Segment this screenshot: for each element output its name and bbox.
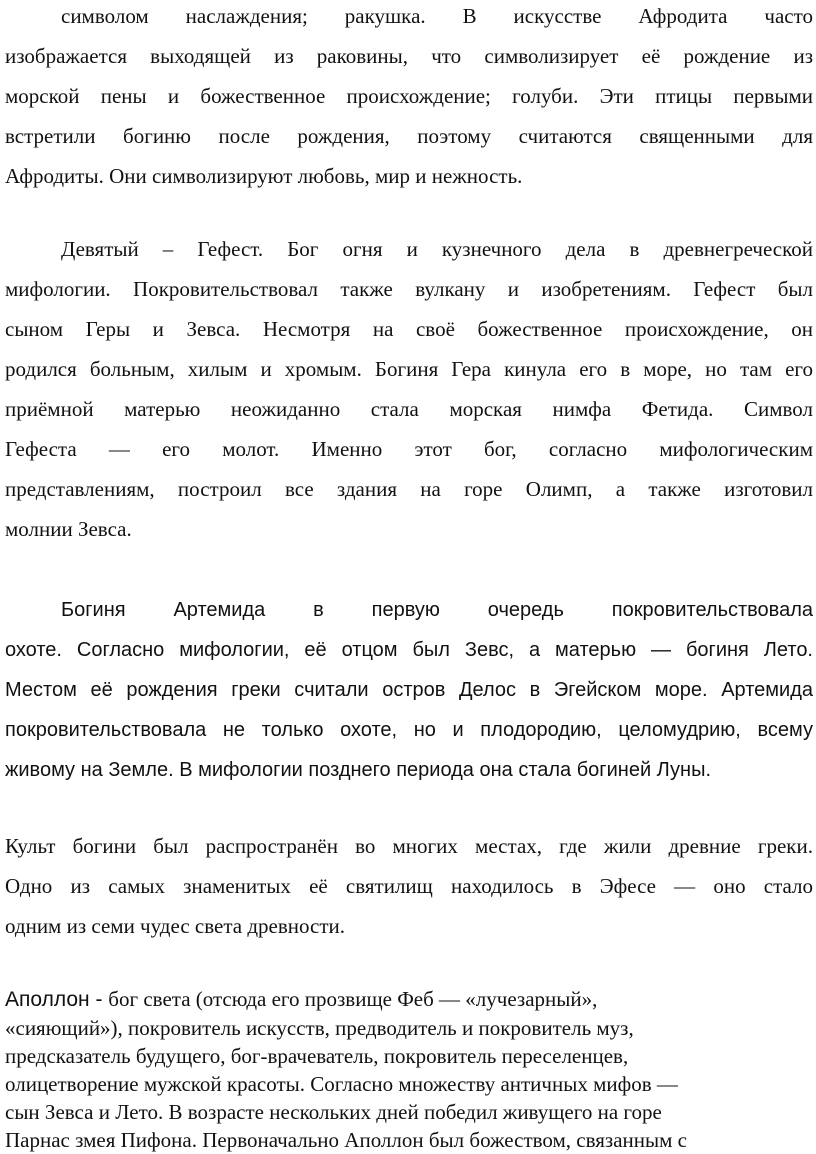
text-line: Культ богини был распространён во многих местах, где жили древние греки. bbox=[5, 834, 813, 858]
text-line-continuation: бог света (отсюда его прозвище Феб — «лучезарный», bbox=[108, 987, 598, 1011]
text-line: встретили богиню после рождения, поэтому считаются священными для bbox=[5, 124, 813, 148]
text-line: морской пены и божественное происхождение; голуби. Эти птицы первыми bbox=[5, 84, 813, 108]
text-line bbox=[5, 985, 813, 1014]
paragraph-artemis-cult bbox=[5, 826, 813, 946]
text-line: Парнас змея Пифона. Первоначально Аполлон был божеством, связанным с bbox=[5, 1128, 687, 1152]
paragraph-hephaestus bbox=[5, 229, 813, 549]
text-line: Гефеста — его молот. Именно этот бог, согласно мифологическим bbox=[5, 437, 813, 461]
text-line: Богиня Артемида в первую очередь покровительствовала bbox=[61, 599, 813, 621]
paragraph-aphrodite-symbols bbox=[5, 0, 813, 196]
text-line: Девятый – Гефест. Бог огня и кузнечного дела в древнегреческой bbox=[61, 237, 813, 261]
text-line: сыном Геры и Зевса. Несмотря на своё божественное происхождение, он bbox=[5, 317, 813, 341]
paragraph-apollo bbox=[5, 985, 813, 1154]
text-line: охоте. Согласно мифологии, её отцом был Зевс, а матерью — богиня Лето. bbox=[5, 639, 813, 661]
text-line: олицетворение мужской красоты. Согласно множеству античных мифов — bbox=[5, 1072, 678, 1096]
text-line: родился больным, хилым и хромым. Богиня Гера кинула его в море, но там его bbox=[5, 357, 813, 381]
text-line: символом наслаждения; ракушка. В искусстве Афродита часто bbox=[61, 4, 813, 28]
text-line: предсказатель будущего, бог-врачеватель, покровитель переселенцев, bbox=[5, 1044, 629, 1068]
text-line: «сияющий»), покровитель искусств, предводитель и покровитель муз, bbox=[5, 1016, 634, 1040]
text-line: Афродиты. Они символизируют любовь, мир и нежность. bbox=[5, 164, 523, 188]
text-line: покровительствовала не только охоте, но и плодородию, целомудрию, всему bbox=[5, 719, 813, 741]
text-line: сын Зевса и Лето. В возрасте нескольких дней победил живущего на горе bbox=[5, 1100, 662, 1124]
text-line: мифологии. Покровительствовал также вулкану и изобретениям. Гефест был bbox=[5, 277, 813, 301]
text-line: Местом её рождения греки считали остров Делос в Эгейском море. Артемида bbox=[5, 679, 813, 701]
text-line: изображается выходящей из раковины, что символизирует её рождение из bbox=[5, 44, 813, 68]
text-line: представлениям, построил все здания на горе Олимп, а также изготовил bbox=[5, 477, 813, 501]
term-apollo: Аполлон - bbox=[5, 988, 109, 1011]
text-line: приёмной матерью неожиданно стала морская нимфа Фетида. Символ bbox=[5, 397, 813, 421]
text-line: одним из семи чудес света древности. bbox=[5, 914, 345, 938]
text-line: молнии Зевса. bbox=[5, 517, 132, 541]
text-line: Одно из самых знаменитых её святилищ находилось в Эфесе — оно стало bbox=[5, 874, 813, 898]
text-line: живому на Земле. В мифологии позднего периода она стала богиней Луны. bbox=[5, 759, 711, 781]
paragraph-artemis bbox=[5, 590, 813, 790]
